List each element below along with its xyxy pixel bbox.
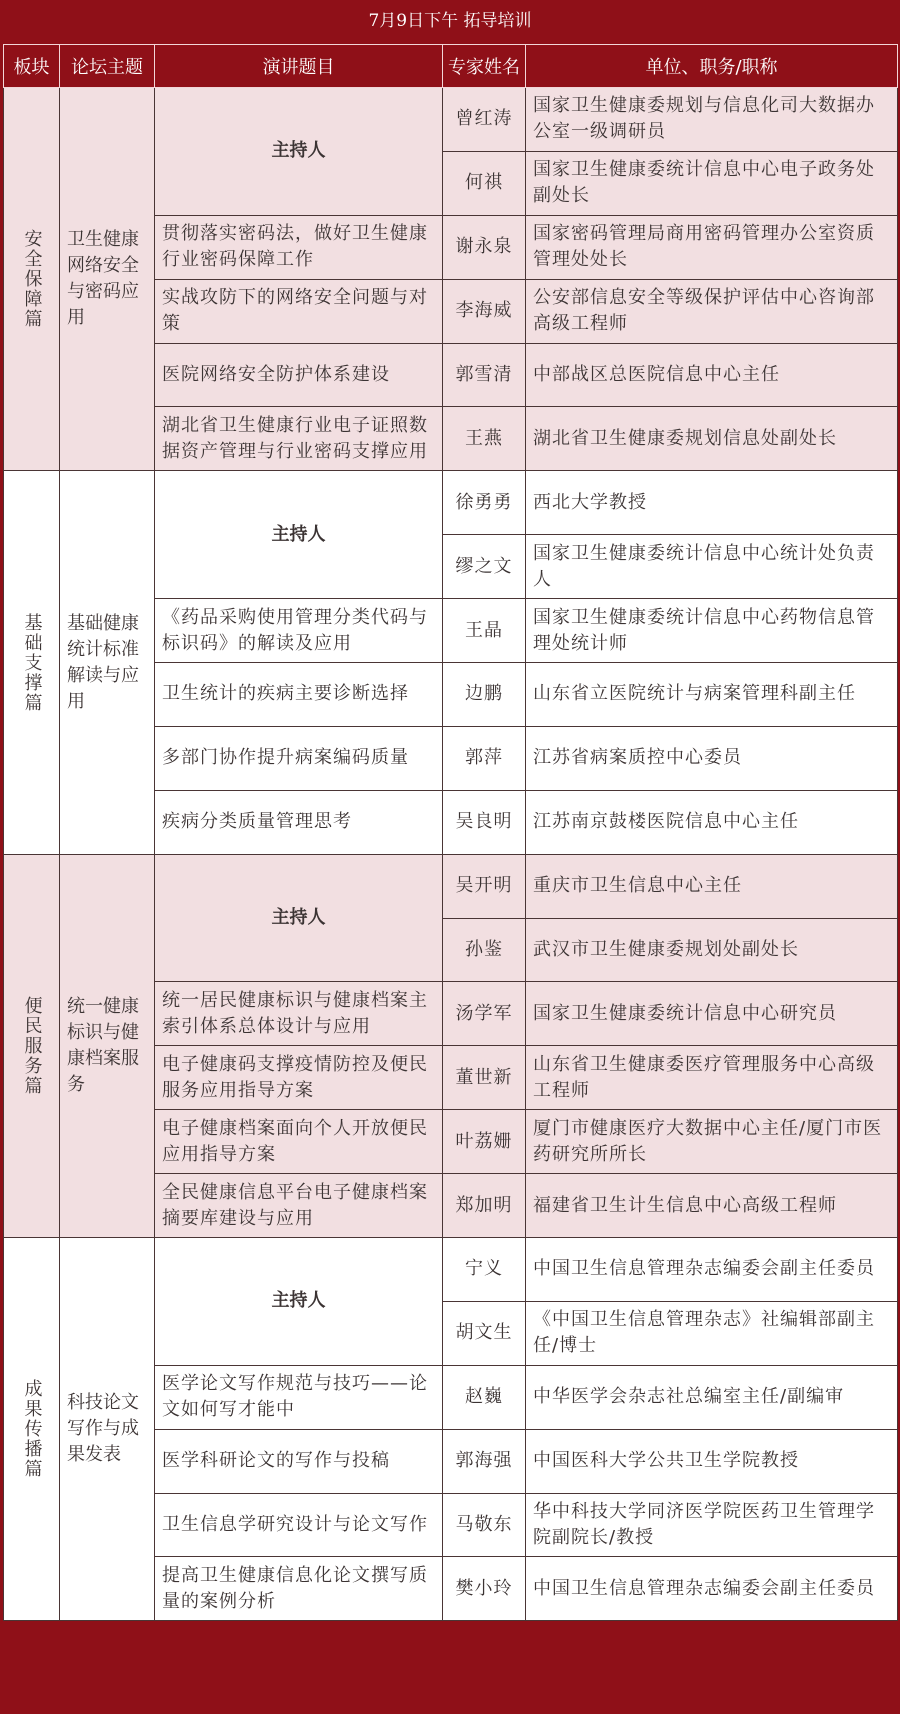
talk-title-cell: 电子健康档案面向个人开放便民应用指导方案: [155, 1110, 443, 1174]
speaker-unit-cell: 国家卫生健康委统计信息中心电子政务处副处长: [526, 151, 898, 215]
speaker-unit-cell: 国家卫生健康委统计信息中心统计处负责人: [526, 535, 898, 599]
column-header-unit: 单位、职务/职称: [526, 45, 898, 88]
speaker-name-cell: 郭雪清: [443, 343, 526, 407]
speaker-unit-cell: 厦门市健康医疗大数据中心主任/厦门市医药研究所所长: [526, 1110, 898, 1174]
speaker-unit-cell: 湖北省卫生健康委规划信息处副处长: [526, 407, 898, 471]
column-header-forum: 论坛主题: [60, 45, 155, 88]
forum-topic-cell: 卫生健康网络安全与密码应用: [60, 88, 155, 471]
talk-title-cell: 医学论文写作规范与技巧——论文如何写才能中: [155, 1365, 443, 1429]
speaker-unit-cell: 国家卫生健康委规划与信息化司大数据办公室一级调研员: [526, 88, 898, 152]
column-header-speaker: 专家姓名: [443, 45, 526, 88]
forum-topic-cell: 科技论文写作与成果发表: [60, 1238, 155, 1621]
speaker-name-cell: 孙鉴: [443, 918, 526, 982]
talk-title-cell: 医学科研论文的写作与投稿: [155, 1429, 443, 1493]
table-header-row: [4, 45, 898, 88]
schedule-table: [3, 44, 898, 1621]
speaker-name-cell: 王晶: [443, 599, 526, 663]
speaker-name-cell: 曾红涛: [443, 88, 526, 152]
speaker-unit-cell: 江苏省病案质控中心委员: [526, 726, 898, 790]
speaker-unit-cell: 国家卫生健康委统计信息中心药物信息管理处统计师: [526, 599, 898, 663]
forum-topic-cell: 统一健康标识与健康档案服务: [60, 854, 155, 1237]
table-row: [4, 854, 898, 918]
speaker-unit-cell: 山东省卫生健康委医疗管理服务中心高级工程师: [526, 1046, 898, 1110]
speaker-name-cell: 郭萍: [443, 726, 526, 790]
host-label-cell: 主持人: [155, 1238, 443, 1366]
talk-title-cell: 卫生统计的疾病主要诊断选择: [155, 663, 443, 727]
talk-title-cell: 多部门协作提升病案编码质量: [155, 726, 443, 790]
talk-title-cell: 统一居民健康标识与健康档案主索引体系总体设计与应用: [155, 982, 443, 1046]
host-label-cell: 主持人: [155, 471, 443, 599]
speaker-unit-cell: 公安部信息安全等级保护评估中心咨询部高级工程师: [526, 279, 898, 343]
page-title: 7月9日下午 拓导培训: [0, 0, 900, 42]
speaker-name-cell: 马敬东: [443, 1493, 526, 1557]
speaker-unit-cell: 福建省卫生计生信息中心高级工程师: [526, 1174, 898, 1238]
section-block-cell: 便民服务篇: [4, 854, 60, 1237]
speaker-unit-cell: 国家卫生健康委统计信息中心研究员: [526, 982, 898, 1046]
talk-title-cell: 实战攻防下的网络安全问题与对策: [155, 279, 443, 343]
speaker-name-cell: 赵巍: [443, 1365, 526, 1429]
forum-topic-cell: 基础健康统计标准解读与应用: [60, 471, 155, 854]
speaker-unit-cell: 江苏南京鼓楼医院信息中心主任: [526, 790, 898, 854]
speaker-name-cell: 吴开明: [443, 854, 526, 918]
speaker-unit-cell: 中华医学会杂志社总编室主任/副编审: [526, 1365, 898, 1429]
speaker-name-cell: 李海威: [443, 279, 526, 343]
talk-title-cell: 电子健康码支撑疫情防控及便民服务应用指导方案: [155, 1046, 443, 1110]
speaker-unit-cell: 《中国卫生信息管理杂志》社编辑部副主任/博士: [526, 1301, 898, 1365]
speaker-name-cell: 汤学军: [443, 982, 526, 1046]
speaker-name-cell: 王燕: [443, 407, 526, 471]
column-header-talk: 演讲题目: [155, 45, 443, 88]
schedule-body: [4, 88, 898, 1621]
host-label-cell: 主持人: [155, 854, 443, 982]
table-row: [4, 471, 898, 535]
speaker-name-cell: 徐勇勇: [443, 471, 526, 535]
speaker-unit-cell: 中国卫生信息管理杂志编委会副主任委员: [526, 1238, 898, 1302]
talk-title-cell: 全民健康信息平台电子健康档案摘要库建设与应用: [155, 1174, 443, 1238]
host-label-cell: 主持人: [155, 88, 443, 216]
speaker-unit-cell: 中国卫生信息管理杂志编委会副主任委员: [526, 1557, 898, 1621]
section-block-cell: 基础支撑篇: [4, 471, 60, 854]
talk-title-cell: 疾病分类质量管理思考: [155, 790, 443, 854]
speaker-unit-cell: 武汉市卫生健康委规划处副处长: [526, 918, 898, 982]
talk-title-cell: 湖北省卫生健康行业电子证照数据资产管理与行业密码支撑应用: [155, 407, 443, 471]
table-row: [4, 88, 898, 152]
talk-title-cell: 医院网络安全防护体系建设: [155, 343, 443, 407]
speaker-name-cell: 谢永泉: [443, 215, 526, 279]
speaker-name-cell: 郭海强: [443, 1429, 526, 1493]
talk-title-cell: 《药品采购使用管理分类代码与标识码》的解读及应用: [155, 599, 443, 663]
speaker-unit-cell: 中部战区总医院信息中心主任: [526, 343, 898, 407]
speaker-unit-cell: 西北大学教授: [526, 471, 898, 535]
speaker-name-cell: 叶荔姗: [443, 1110, 526, 1174]
column-header-block: 板块: [4, 45, 60, 88]
speaker-name-cell: 边鹏: [443, 663, 526, 727]
speaker-name-cell: 吴良明: [443, 790, 526, 854]
speaker-name-cell: 郑加明: [443, 1174, 526, 1238]
speaker-unit-cell: 华中科技大学同济医学院医药卫生管理学院副院长/教授: [526, 1493, 898, 1557]
speaker-name-cell: 缪之文: [443, 535, 526, 599]
speaker-name-cell: 胡文生: [443, 1301, 526, 1365]
section-block-cell: 成果传播篇: [4, 1238, 60, 1621]
table-row: [4, 1238, 898, 1302]
speaker-unit-cell: 国家密码管理局商用密码管理办公室资质管理处处长: [526, 215, 898, 279]
talk-title-cell: 贯彻落实密码法，做好卫生健康行业密码保障工作: [155, 215, 443, 279]
speaker-unit-cell: 山东省立医院统计与病案管理科副主任: [526, 663, 898, 727]
talk-title-cell: 提高卫生健康信息化论文撰写质量的案例分析: [155, 1557, 443, 1621]
section-block-cell: 安全保障篇: [4, 88, 60, 471]
speaker-name-cell: 何祺: [443, 151, 526, 215]
speaker-name-cell: 宁义: [443, 1238, 526, 1302]
speaker-name-cell: 樊小玲: [443, 1557, 526, 1621]
bottom-bar: [0, 1686, 900, 1714]
speaker-name-cell: 董世新: [443, 1046, 526, 1110]
speaker-unit-cell: 中国医科大学公共卫生学院教授: [526, 1429, 898, 1493]
speaker-unit-cell: 重庆市卫生信息中心主任: [526, 854, 898, 918]
talk-title-cell: 卫生信息学研究设计与论文写作: [155, 1493, 443, 1557]
